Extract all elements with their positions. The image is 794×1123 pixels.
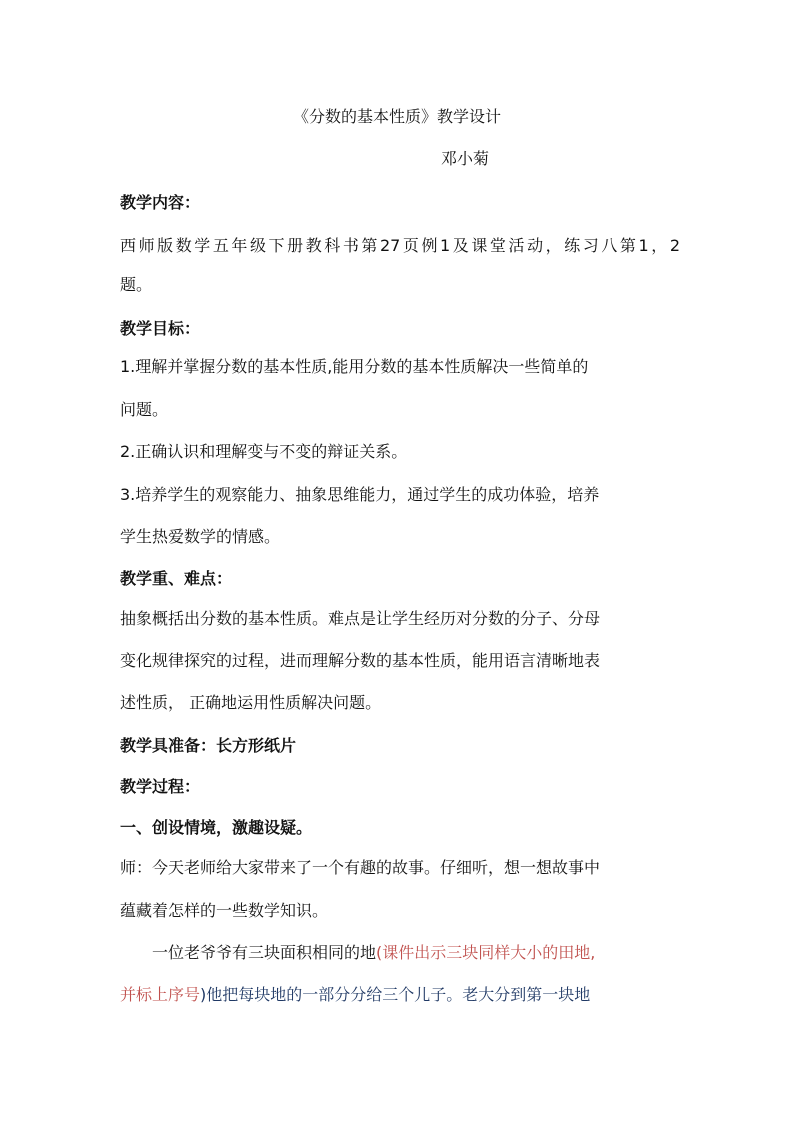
- section-heading-goals: 教学目标：: [120, 319, 201, 338]
- paragraph-line: 题。: [120, 275, 153, 294]
- paragraph-line: 师：今天老师给大家带来了一个有趣的故事。仔细听，想一想故事中: [120, 858, 601, 877]
- paragraph-line: 1.理解并掌握分数的基本性质,能用分数的基本性质解决一些简单的: [120, 357, 589, 376]
- document-author: 邓小菊: [441, 149, 490, 168]
- courseware-note: (课件出示三块同样大小的田地,: [376, 943, 596, 962]
- story-line: [120, 943, 680, 963]
- story-text: 一位老爷爷有三块面积相同的地: [152, 943, 377, 962]
- story-text: )他把每块地的一部分分给三个儿子。老大分到第一块地: [200, 985, 591, 1004]
- paragraph-line: 2.正确认识和理解变与不变的辩证关系。: [120, 442, 408, 461]
- step-heading: 一、创设情境，激趣设疑。: [120, 818, 313, 837]
- section-heading-content: 教学内容：: [120, 193, 201, 212]
- document-title: 《分数的基本性质》教学设计: [292, 107, 501, 126]
- paragraph-line: 抽象概括出分数的基本性质。难点是让学生经历对分数的分子、分母: [120, 609, 601, 628]
- paragraph-line: 述性质， 正确地运用性质解决问题。: [120, 693, 382, 712]
- paragraph-line: 西师版数学五年级下册教科书第27页例1及课堂活动，练习八第1，2: [120, 236, 680, 255]
- courseware-note: 并标上序号: [120, 985, 201, 1004]
- paragraph-line: 学生热爱数学的情感。: [120, 527, 281, 546]
- paragraph-line: 蕴藏着怎样的一些数学知识。: [120, 901, 329, 920]
- section-heading-key-points: 教学重、难点：: [120, 569, 233, 588]
- paragraph-line: 变化规律探究的过程，进而理解分数的基本性质，能用语言清晰地表: [120, 651, 601, 670]
- paragraph-line: 问题。: [120, 400, 169, 419]
- section-heading-preparation: 教学具准备：长方形纸片: [120, 736, 297, 755]
- story-line: [120, 985, 680, 1005]
- paragraph-line: 3.培养学生的观察能力、抽象思维能力，通过学生的成功体验，培养: [120, 485, 600, 504]
- section-heading-process: 教学过程：: [120, 777, 201, 796]
